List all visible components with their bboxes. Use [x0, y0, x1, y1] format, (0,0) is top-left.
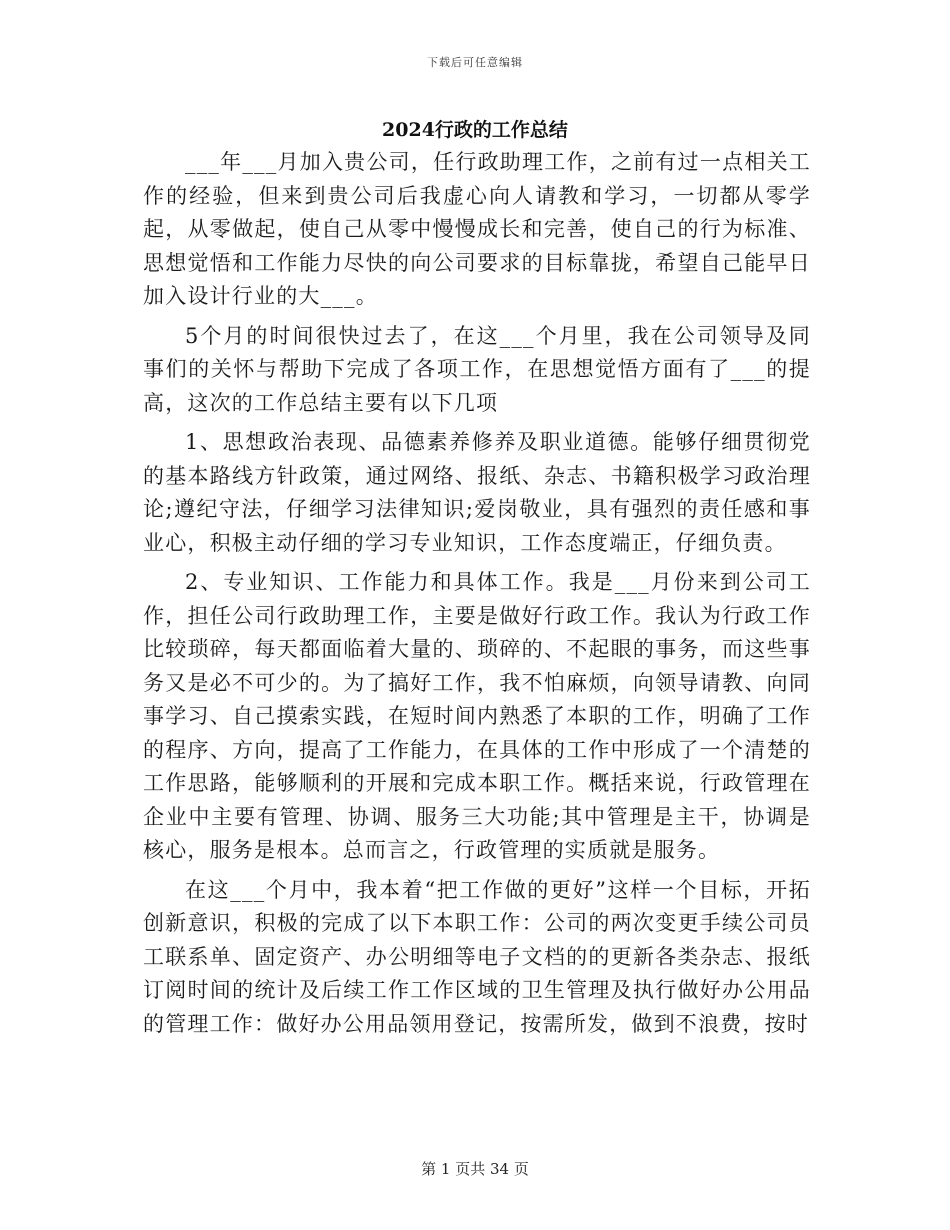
paragraph-duties: 在这___个月中，我本着“把工作做的更好”这样一个目标，开拓创新意识，积极的完成了以下本职工作：公司的两次变更手续公司员工联系单、固定资产、办公明细等电子文档的的更新各类杂志、报纸订阅时间的统计及后续工作工作区域的卫生管理及执行做好办公用品的管理工作：做好办公用品领用登记，按需所发，做到不浪费，按时 — [143, 877, 811, 1036]
document-body — [143, 146, 811, 1047]
paragraph-item-2: 2、专业知识、工作能力和具体工作。我是___月份来到公司工作，担任公司行政助理工作，主要是做好行政工作。我认为行政工作比较琐碎，每天都面临着大量的、琐碎的、不起眼的事务，而这些事务又是必不可少的。为了搞好工作，我不怕麻烦，向领导请教、向同事学习、自己摸索实践，在短时间内熟悉了本职的工作，明确了工作的程序、方向，提高了工作能力，在具体的工作中形成了一个清楚的工作思路，能够顺利的开展和完成本职工作。概括来说，行政管理在企业中主要有管理、协调、服务三大功能;其中管理是主干，协调是核心，服务是根本。总而言之，行政管理的实质就是服务。 — [143, 570, 811, 862]
document-title: 2024行政的工作总结 — [382, 119, 568, 141]
paragraph-summary: 5个月的时间很快过去了，在这___个月里，我在公司领导及同事们的关怀与帮助下完成了各项工作，在思想觉悟方面有了___的提高，这次的工作总结主要有以下几项 — [143, 323, 811, 415]
page-footer: 第 1 页共 34 页 — [421, 1160, 529, 1178]
header-note: 下载后可任意编辑 — [427, 56, 523, 69]
paragraph-item-1: 1、思想政治表现、品德素养修养及职业道德。能够仔细贯彻党的基本路线方针政策，通过网络、报纸、杂志、书籍积极学习政治理论;遵纪守法，仔细学习法律知识;爱岗敬业，具有强烈的责任感和事业心，积极主动仔细的学习专业知识，工作态度端正，仔细负责。 — [143, 430, 811, 555]
paragraph-intro: ___年___月加入贵公司，任行政助理工作，之前有过一点相关工作的经验，但来到贵公司后我虚心向人请教和学习，一切都从零学起，从零做起，使自己从零中慢慢成长和完善，使自己的行为标准、思想觉悟和工作能力尽快的向公司要求的目标靠拢，希望自己能早日加入设计行业的大___。 — [143, 150, 811, 308]
